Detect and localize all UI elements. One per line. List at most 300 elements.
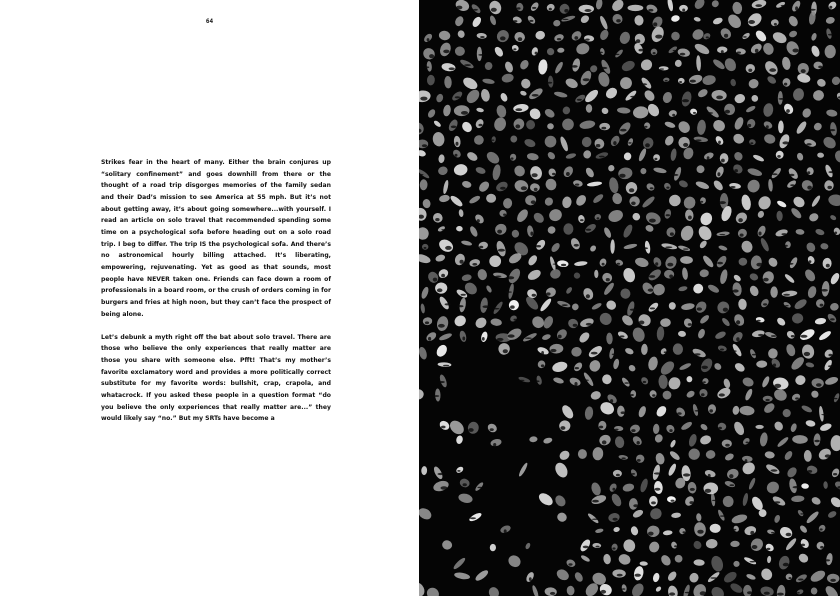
crowd-shadow — [631, 202, 636, 206]
crowd-shadow — [783, 563, 789, 567]
crowd-shadow — [683, 143, 688, 147]
crowd-shadow — [642, 247, 648, 249]
crowd-shadow — [425, 321, 429, 324]
crowd-shadow — [791, 335, 795, 337]
crowd-head — [673, 343, 683, 354]
crowd-shadow — [513, 20, 517, 22]
crowd-photo — [419, 0, 840, 596]
crowd-shadow — [719, 393, 725, 396]
crowd-shadow — [574, 244, 579, 247]
crowd-shadow — [654, 472, 661, 474]
crowd-shadow — [720, 349, 724, 351]
crowd-shadow — [707, 156, 710, 160]
crowd-shadow — [490, 428, 494, 431]
crowd-shadow — [592, 500, 599, 503]
crowd-shadow — [701, 393, 705, 396]
crowd-shadow — [807, 470, 812, 473]
crowd-shadow — [629, 188, 634, 192]
crowd-shadow — [781, 233, 787, 235]
crowd-shadow — [610, 399, 613, 403]
crowd-shadow — [660, 68, 664, 69]
crowd-shadow — [477, 219, 480, 223]
crowd-shadow — [721, 159, 725, 163]
crowd-shadow — [697, 307, 702, 310]
crowd-shadow — [630, 96, 636, 98]
crowd-shadow — [743, 36, 747, 38]
crowd-shadow — [568, 563, 572, 565]
crowd-shadow — [669, 275, 673, 279]
crowd-shadow — [564, 9, 568, 13]
body-text — [101, 157, 331, 425]
crowd-shadow — [650, 307, 655, 309]
crowd-shadow — [725, 444, 730, 447]
crowd-shadow — [655, 35, 662, 39]
crowd-shadow — [797, 592, 800, 594]
crowd-shadow — [575, 184, 579, 186]
crowd-shadow — [695, 410, 700, 412]
crowd-shadow — [757, 320, 761, 322]
crowd-shadow — [685, 592, 692, 594]
crowd-shadow — [746, 442, 749, 444]
crowd-shadow — [829, 6, 832, 9]
crowd-shadow — [632, 473, 636, 475]
crowd-shadow — [621, 457, 625, 459]
crowd-shadow — [599, 426, 603, 429]
crowd-shadow — [599, 156, 605, 158]
crowd-shadow — [574, 36, 578, 40]
crowd-shadow — [672, 114, 675, 117]
crowd-shadow — [648, 9, 653, 12]
crowd-shadow — [557, 38, 561, 40]
crowd-shadow — [800, 335, 807, 338]
crowd-shadow — [788, 263, 793, 265]
crowd-shadow — [433, 278, 437, 282]
crowd-shadow — [680, 53, 686, 56]
crowd-shadow — [785, 305, 789, 306]
crowd-shadow — [573, 324, 578, 327]
crowd-shadow — [779, 98, 785, 100]
crowd-shadow — [648, 289, 654, 292]
crowd-shadow — [709, 409, 713, 412]
crowd-shadow — [833, 473, 837, 475]
crowd-shadow — [649, 219, 656, 223]
crowd-shadow — [534, 188, 538, 191]
crowd-shadow — [503, 349, 508, 353]
crowd-shadow — [755, 4, 762, 7]
crowd-shadow — [655, 488, 661, 491]
crowd-shadow — [630, 309, 637, 311]
crowd-shadow — [665, 246, 672, 248]
crowd-shadow — [653, 22, 657, 26]
crowd-shadow — [683, 531, 686, 533]
crowd-shadow — [521, 186, 527, 190]
crowd-shadow — [513, 48, 516, 50]
crowd-shadow — [525, 337, 532, 339]
crowd-shadow — [834, 232, 837, 235]
crowd-shadow — [511, 157, 514, 159]
crowd-shadow — [777, 593, 784, 596]
crowd-shadow — [649, 275, 655, 278]
crowd-shadow — [829, 129, 835, 131]
crowd-shadow — [747, 591, 752, 594]
crowd-shadow — [508, 334, 515, 337]
crowd-shadow — [785, 245, 788, 247]
crowd-shadow — [690, 80, 696, 83]
crowd-shadow — [456, 142, 459, 146]
crowd-shadow — [493, 443, 496, 447]
crowd-shadow — [682, 99, 689, 102]
crowd-shadow — [624, 382, 629, 384]
crowd-shadow — [505, 291, 512, 293]
crowd-shadow — [666, 214, 670, 216]
crowd-shadow — [483, 305, 490, 308]
crowd-shadow — [758, 232, 761, 236]
crowd-shadow — [479, 246, 483, 249]
crowd-shadow — [535, 52, 538, 55]
crowd-shadow — [457, 470, 460, 472]
crowd-shadow — [606, 278, 610, 281]
crowd-shadow — [596, 144, 601, 147]
crowd-shadow — [445, 303, 451, 305]
crowd-shadow — [585, 9, 592, 12]
crowd-shadow — [601, 127, 606, 130]
crowd-head — [486, 194, 496, 203]
crowd-shadow — [549, 8, 552, 11]
crowd-shadow — [575, 367, 579, 369]
crowd-shadow — [613, 518, 618, 521]
crowd-shadow — [612, 354, 617, 356]
crowd-shadow — [764, 592, 770, 595]
crowd-shadow — [683, 248, 689, 249]
crowd-shadow — [478, 124, 482, 127]
crowd-shadow — [582, 379, 589, 381]
crowd-shadow — [439, 381, 445, 383]
crowd-shadow — [752, 354, 756, 356]
crowd-shadow — [616, 19, 621, 22]
crowd-shadow — [820, 528, 823, 530]
crowd-shadow — [428, 337, 431, 341]
crowd-shadow — [683, 473, 690, 476]
crowd-shadow — [745, 459, 748, 463]
crowd-head — [770, 286, 777, 297]
crowd-shadow — [558, 335, 562, 339]
crowd-shadow — [771, 532, 774, 534]
crowd-shadow — [665, 80, 668, 82]
crowd-shadow — [690, 488, 695, 491]
crowd-shadow — [592, 519, 598, 520]
crowd-shadow — [639, 321, 645, 325]
crowd-shadow — [631, 429, 635, 432]
crowd-shadow — [536, 245, 541, 247]
crowd-shadow — [758, 334, 764, 336]
crowd-shadow — [682, 9, 685, 12]
crowd-shadow — [591, 352, 598, 355]
crowd-shadow — [620, 335, 625, 337]
crowd-shadow — [793, 486, 800, 488]
crowd-shadow — [740, 234, 744, 237]
crowd-shadow — [633, 504, 638, 507]
crowd-shadow — [800, 513, 803, 514]
crowd-shadow — [562, 19, 568, 20]
crowd-shadow — [827, 186, 832, 189]
crowd-shadow — [705, 489, 712, 493]
crowd-shadow — [617, 574, 623, 577]
crowd-shadow — [600, 52, 603, 54]
crowd-shadow — [493, 308, 500, 310]
crowd-shadow — [664, 351, 667, 353]
crowd-shadow — [427, 38, 430, 41]
crowd-shadow — [825, 559, 830, 561]
crowd-shadow — [820, 304, 824, 307]
crowd-shadow — [482, 337, 485, 341]
crowd-shadow — [795, 397, 799, 399]
crowd-shadow — [500, 187, 506, 190]
crowd-shadow — [424, 247, 427, 249]
crowd-shadow — [617, 263, 620, 265]
crowd-shadow — [766, 125, 769, 128]
crowd-shadow — [695, 139, 701, 141]
crowd-shadow — [652, 394, 655, 396]
crowd-shadow — [547, 82, 552, 84]
crowd-shadow — [470, 517, 476, 519]
crowd-shadow — [586, 229, 592, 231]
page-number: 64 — [205, 18, 214, 25]
crowd-shadow — [613, 141, 616, 145]
crowd-shadow — [730, 186, 735, 188]
crowd-shadow — [734, 169, 738, 172]
crowd-shadow — [833, 398, 837, 399]
crowd-shadow — [550, 349, 556, 352]
crowd-shadow — [830, 318, 835, 320]
crowd-shadow — [636, 39, 640, 43]
crowd-shadow — [622, 588, 626, 590]
left-page — [0, 0, 419, 596]
crowd-shadow — [771, 469, 778, 471]
crowd-shadow — [717, 262, 723, 265]
crowd-shadow — [596, 546, 600, 548]
crowd-shadow — [781, 5, 785, 7]
crowd-shadow — [562, 304, 568, 306]
crowd-shadow — [653, 52, 656, 54]
crowd-shadow — [586, 294, 590, 298]
crowd-shadow — [679, 81, 682, 83]
crowd-shadow — [612, 488, 615, 491]
crowd-shadow — [437, 473, 443, 475]
crowd-shadow — [733, 289, 739, 292]
crowd-shadow — [645, 143, 650, 147]
crowd-shadow — [755, 49, 759, 53]
crowd-shadow — [809, 9, 815, 11]
crowd-shadow — [480, 36, 485, 38]
paragraph-2: Let’s debunk a myth right off the bat about solo travel. There are those who believe the only experiences that really matter are those you share with someone else. Pfft! That’s my mother’s favorite exclamatory word and provides a more politically correct substitute for my favorite words: bullshit, crap, crapola, and whatacrock. If you asked these people in a question format “do you believe the only experiences that really matter are...” they would likely say “no.” But my SRTs have become a — [101, 333, 331, 423]
crowd-shadow — [455, 154, 458, 157]
crowd-shadow — [637, 441, 640, 445]
crowd-shadow — [449, 67, 455, 70]
crowd-shadow — [455, 96, 460, 98]
crowd-shadow — [677, 412, 682, 415]
crowd-shadow — [750, 561, 756, 563]
crowd-shadow — [441, 486, 448, 489]
crowd-shadow — [763, 303, 767, 305]
crowd-shadow — [717, 172, 720, 176]
crowd-shadow — [461, 294, 466, 296]
crowd-shadow — [826, 264, 830, 268]
crowd-shadow — [472, 263, 477, 266]
crowd-shadow — [774, 384, 781, 388]
crowd-shadow — [560, 426, 565, 430]
crowd-shadow — [729, 474, 733, 478]
crowd-shadow — [750, 531, 754, 535]
crowd-shadow — [777, 155, 781, 158]
crowd-shadow — [507, 276, 514, 279]
crowd-shadow — [737, 52, 741, 54]
crowd-shadow — [694, 353, 700, 355]
crowd-shadow — [804, 352, 810, 356]
crowd-shadow — [710, 577, 717, 579]
crowd-shadow — [443, 50, 449, 54]
crowd-shadow — [650, 187, 654, 189]
crowd-shadow — [724, 34, 728, 38]
crowd-shadow — [767, 548, 771, 550]
crowd-shadow — [478, 54, 484, 56]
crowd-shadow — [734, 529, 737, 531]
crowd-shadow — [756, 263, 762, 267]
crowd-shadow — [641, 83, 647, 85]
crowd-shadow — [532, 94, 539, 97]
crowd-shadow — [801, 544, 805, 547]
paragraph-1: Strikes fear in the heart of many. Either the brain conjures up “solitary confinement” and goes downhill from there or the thought of a road trip disgorges memories of the family sedan and their Dad’s mission to see America at 55 mph. But it’s not about getting away, it’s about going somewhere...with yourself. I read an article on solo travel that recommended spending some time on a psychological sofa before heading out on a solo road trip. I beg to differ. The trip IS the psychological sofa. And there’s no astronomical hourly billing attached. It’s liberating, empowering, rejuvenating. Yet as good as that sounds, most people have NEVER taken one. Friends can face down a room of professionals in a board room, or the crush of orders coming in for burgers and fries at high noon, but they can’t face the prospect of being alone. — [101, 159, 331, 318]
crowd-shadow — [535, 380, 539, 382]
crowd-shadow — [429, 54, 434, 58]
crowd-shadow — [651, 501, 656, 504]
crowd-shadow — [519, 380, 524, 381]
crowd-shadow — [706, 112, 713, 114]
crowd-shadow — [716, 96, 723, 100]
crowd-shadow — [541, 351, 544, 355]
crowd-shadow — [821, 289, 828, 292]
crowd-shadow — [669, 429, 672, 432]
crowd-shadow — [730, 350, 736, 352]
crowd-shadow — [500, 36, 506, 40]
crowd-shadow — [631, 394, 634, 396]
crowd-shadow — [801, 69, 806, 73]
crowd-shadow — [736, 320, 740, 324]
crowd-shadow — [712, 500, 718, 501]
crowd-shadow — [445, 246, 452, 250]
crowd-shadow — [530, 232, 533, 236]
crowd-shadow — [655, 262, 658, 266]
crowd-shadow — [577, 99, 582, 101]
crowd-shadow — [782, 141, 789, 144]
crowd-shadow — [461, 111, 468, 115]
crowd-shadow — [616, 474, 620, 477]
crowd-shadow — [666, 187, 669, 189]
crowd-shadow — [468, 428, 473, 432]
crowd-shadow — [720, 515, 725, 516]
crowd-shadow — [719, 234, 725, 235]
crowd-shadow — [721, 50, 724, 54]
crowd-shadow — [532, 294, 536, 297]
crowd-shadow — [774, 23, 777, 26]
crowd-shadow — [477, 487, 482, 488]
crowd-shadow — [635, 574, 641, 577]
crowd-head — [755, 425, 763, 429]
crowd-shadow — [807, 186, 812, 190]
crowd-shadow — [789, 577, 792, 579]
crowd-shadow — [586, 323, 592, 326]
crowd-shadow — [492, 140, 495, 141]
crowd-shadow — [765, 399, 769, 401]
crowd-shadow — [674, 545, 677, 547]
crowd-shadow — [602, 440, 607, 444]
crowd-photo-image — [419, 0, 840, 596]
crowd-shadow — [612, 547, 615, 549]
crowd-shadow — [541, 364, 544, 367]
crowd-shadow — [628, 142, 632, 144]
crowd-shadow — [497, 338, 504, 341]
crowd-shadow — [688, 216, 692, 220]
crowd-shadow — [503, 214, 506, 216]
crowd-shadow — [441, 274, 445, 278]
crowd-shadow — [828, 365, 833, 367]
crowd-shadow — [438, 324, 445, 328]
crowd-shadow — [552, 173, 556, 176]
crowd-head — [628, 5, 644, 11]
crowd-shadow — [784, 83, 787, 86]
crowd-shadow — [602, 263, 605, 266]
crowd-shadow — [529, 20, 533, 22]
crowd-shadow — [498, 249, 505, 252]
crowd-shadow — [672, 174, 678, 176]
crowd-shadow — [738, 218, 743, 222]
crowd-shadow — [420, 97, 427, 101]
crowd-shadow — [748, 69, 752, 72]
crowd-shadow — [701, 366, 708, 369]
crowd-shadow — [828, 354, 832, 357]
crowd-shadow — [497, 230, 502, 234]
crowd-shadow — [532, 7, 536, 9]
crowd-shadow — [517, 7, 521, 9]
crowd-shadow — [673, 50, 677, 51]
crowd-shadow — [790, 184, 795, 186]
crowd-shadow — [443, 365, 449, 367]
crowd-head — [477, 47, 482, 61]
crowd-shadow — [806, 143, 811, 145]
crowd-shadow — [648, 532, 654, 536]
crowd-shadow — [464, 64, 471, 66]
crowd-shadow — [773, 364, 776, 367]
crowd-head — [629, 196, 639, 206]
crowd-shadow — [637, 459, 641, 462]
crowd-shadow — [441, 229, 445, 230]
crowd-shadow — [700, 591, 706, 595]
crowd-shadow — [697, 530, 703, 534]
crowd-shadow — [435, 218, 439, 221]
crowd-shadow — [689, 501, 694, 504]
crowd-shadow — [821, 414, 828, 415]
crowd-shadow — [750, 142, 753, 144]
crowd-shadow — [601, 590, 607, 594]
crowd-shadow — [718, 141, 721, 144]
crowd-shadow — [510, 305, 515, 308]
crowd-shadow — [708, 474, 711, 478]
crowd-shadow — [531, 200, 536, 204]
crowd-shadow — [736, 337, 739, 341]
crowd-shadow — [820, 546, 824, 549]
crowd-shadow — [772, 173, 778, 175]
crowd-shadow — [597, 217, 600, 219]
crowd-shadow — [816, 383, 822, 386]
